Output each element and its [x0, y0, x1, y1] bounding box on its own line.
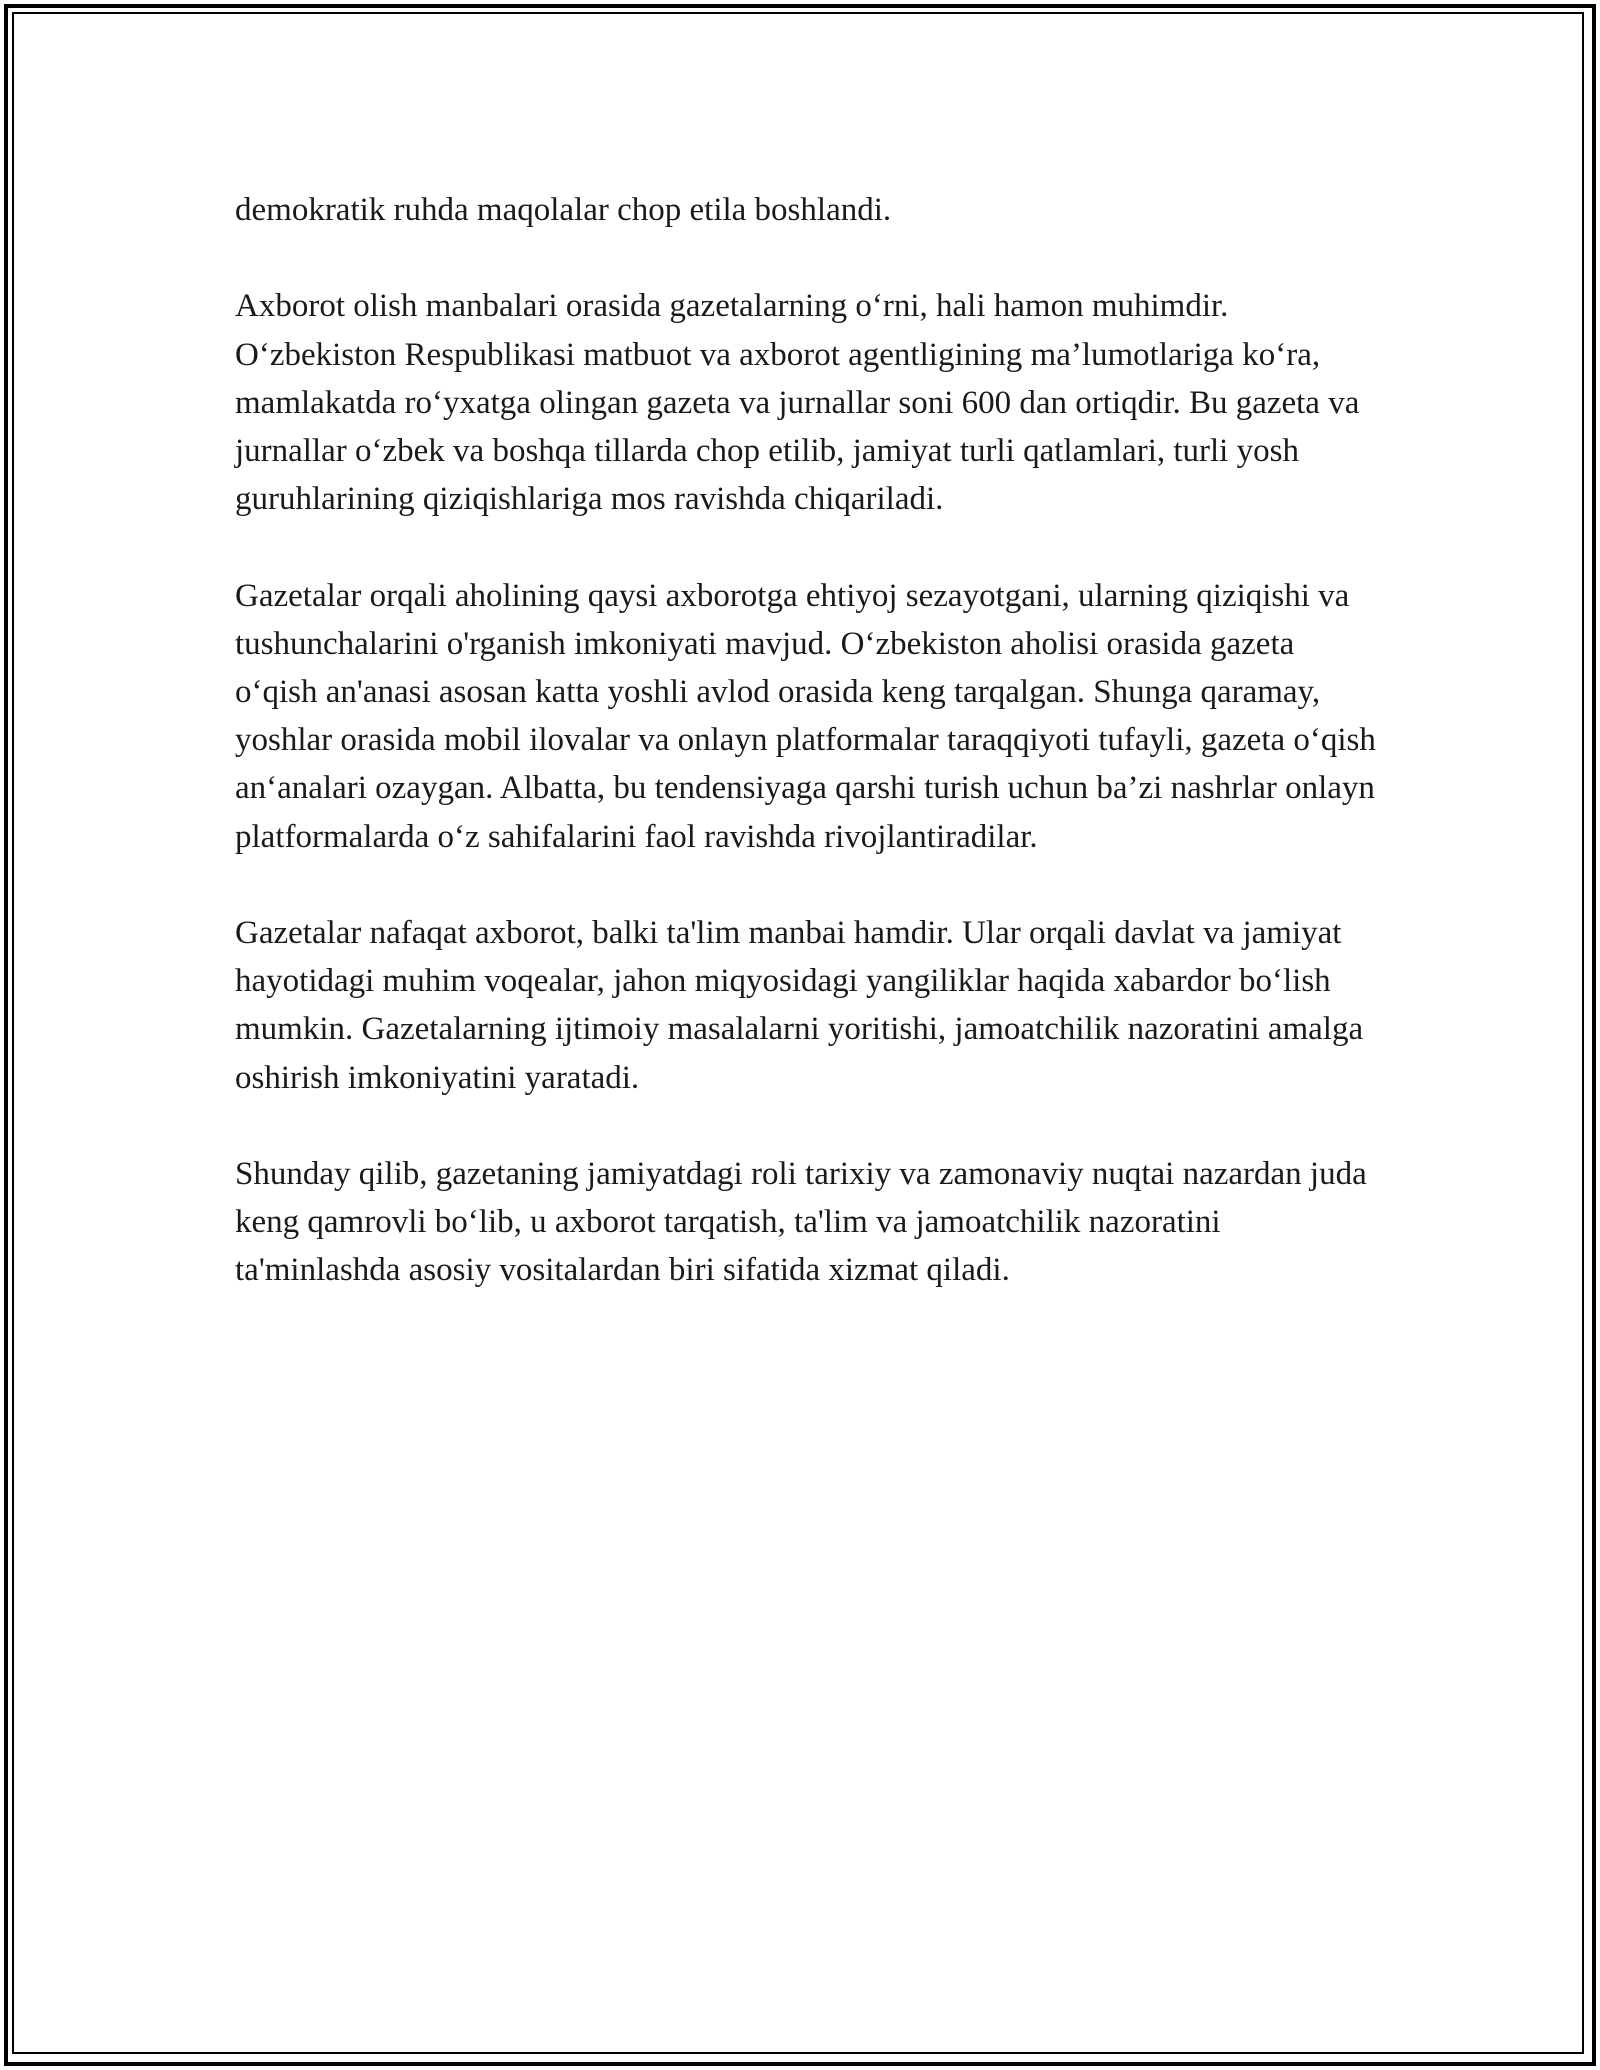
paragraph-1: demokratik ruhda maqolalar chop etila boshlandi. — [235, 192, 892, 228]
paragraph-3: Gazetalar orqali aholining qaysi axborotga ehtiyoj sezayotgani, ularning qiziqishi va tushunchalarini o'rganish imkoniyati mavjud. O‘zbekiston aholisi orasida gazeta o‘qish an'anasi asosan katta yoshli avlod orasida keng tarqalgan. Shunga qaramay, yoshlar orasida mobil ilovalar va onlayn platformalar taraqqiyoti tufayli, gazeta o‘qish an‘analari ozaygan. Albatta, bu tendensiyaga qarshi turish uchun ba’zi nashrlar onlayn platformalarda o‘z sahifalarini faol ravishda rivojlantiradilar. — [235, 577, 1376, 855]
paragraph-4: Gazetalar nafaqat axborot, balki ta'lim manbai hamdir. Ular orqali davlat va jamiyat hayotidagi muhim voqealar, jahon miqyosidagi yangiliklar haqida xabardor bo‘lish mumkin. Gazetalarning ijtimoiy masalalarni yoritishi, jamoatchilik nazoratini amalga oshirish imkoniyatini yaratadi. — [235, 915, 1364, 1096]
paragraph-2: Axborot olish manbalari orasida gazetalarning o‘rni, hali hamon muhimdir. O‘zbekiston Respublikasi matbuot va axborot agentligining ma’lumotlariga ko‘ra, mamlakatda ro‘yxatga olingan gazeta va jurnallar soni 600 dan ortiqdir. Bu gazeta va jurnallar o‘zbek va boshqa tillarda chop etilib, jamiyat turli qatlamlari, turli yosh guruhlarining qiziqishlariga mos ravishda chiqariladi. — [235, 288, 1360, 518]
document-body — [235, 186, 1380, 1343]
paragraph-5: Shunday qilib, gazetaning jamiyatdagi roli tarixiy va zamonaviy nuqtai nazardan juda keng qamrovli bo‘lib, u axborot tarqatish, ta'lim va jamoatchilik nazoratini ta'minlashda asosiy vositalardan biri sifatida xizmat qiladi. — [235, 1156, 1367, 1289]
